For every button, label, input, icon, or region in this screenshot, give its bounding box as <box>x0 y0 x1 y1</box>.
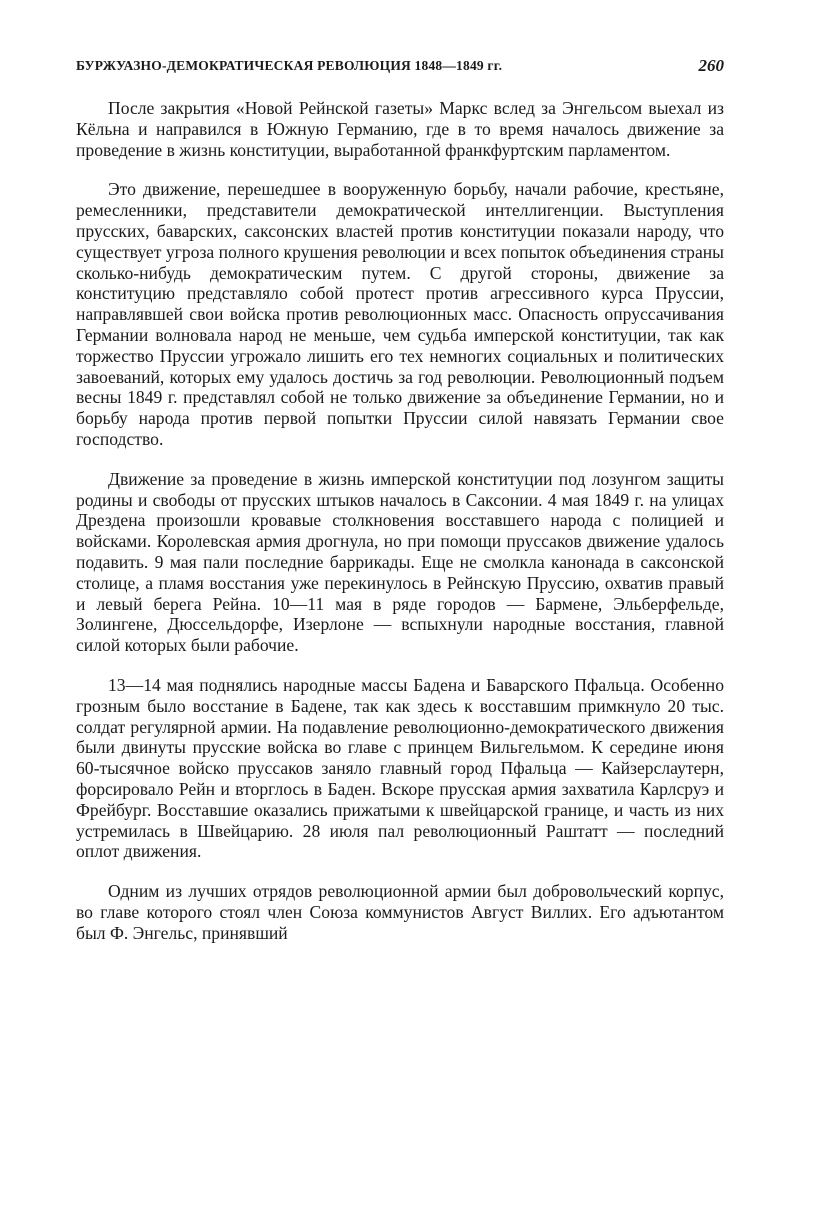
running-title: БУРЖУАЗНО-ДЕМОКРАТИЧЕСКАЯ РЕВОЛЮЦИЯ 1848—1849 гг. <box>76 58 503 73</box>
paragraph-4: 13—14 мая поднялись народные массы Бадена и Баварского Пфальца. Особенно грозным было восстание в Бадене, так как здесь к восставшим примкнуло 20 тыс. солдат регулярной армии. На подавление революционно-демократического движения были двинуты прусские войска во главе с принцем Вильгельмом. К середине июня 60-тысячное войско пруссаков заняло главный город Пфальца — Кайзерслаутерн, форсировало Рейн и вторглось в Баден. Вскоре прусская армия захватила Карлсруэ и Фрейбург. Восставшие оказались прижатыми к швейцарской границе, и часть из них устремилась в Швейцарию. 28 июля пал революционный Раштатт — последний оплот движения. <box>76 674 724 862</box>
paragraph-2: Это движение, перешедшее в вооруженную борьбу, начали рабочие, крестьяне, ремесленники, представители демократической интеллигенции. Выступления прусских, баварских, саксонских властей против конституции показали народу, что существует угроза полного крушения революции и всех попыток объединения страны сколько-нибудь демократическим путем. С другой стороны, движение за конституцию представляло собой протест против агрессивного курса Пруссии, направлявшей свои войска против революционных масс. Опасность опруссачивания Германии волновала народ не меньше, чем судьба имперской конституции, так как торжество Пруссии угрожало лишить его тех немногих социальных и политических завоеваний, которых ему удалось достичь за год революции. Революционный подъем весны 1849 г. представлял собой не только движение за объединение Германии, но и борьбу народа против первой попытки Пруссии силой навязать Германии свое господство. <box>76 179 724 449</box>
running-header <box>76 56 724 80</box>
paragraph-5: Одним из лучших отрядов революционной армии был добровольческий корпус, во главе которого стоял член Союза коммунистов Август Виллих. Его адъютантом был Ф. Энгельс, принявший <box>76 881 724 943</box>
body-text <box>76 98 724 943</box>
paragraph-1: После закрытия «Новой Рейнской газеты» Маркс вслед за Энгельсом выехал из Кёльна и направился в Южную Германию, где в то время началось движение за проведение в жизнь конституции, выработанной франкфуртским парламентом. <box>76 98 724 160</box>
page-number: 260 <box>698 56 724 75</box>
paragraph-3: Движение за проведение в жизнь имперской конституции под лозунгом защиты родины и свободы от прусских штыков началось в Саксонии. 4 мая 1849 г. на улицах Дрездена произошли кровавые столкновения восставшего народа с полицией и войсками. Королевская армия дрогнула, но при помощи пруссаков движение удалось подавить. 9 мая пали последние баррикады. Еще не смолкла канонада в саксонской столице, а пламя восстания уже перекинулось в Рейнскую Пруссию, охватив правый и левый берега Рейна. 10—11 мая в ряде городов — Бармене, Эльберфельде, Золингене, Дюссельдорфе, Изерлоне — вспыхнули народные восстания, главной силой которых были рабочие. <box>76 468 724 656</box>
book-page <box>76 56 724 962</box>
